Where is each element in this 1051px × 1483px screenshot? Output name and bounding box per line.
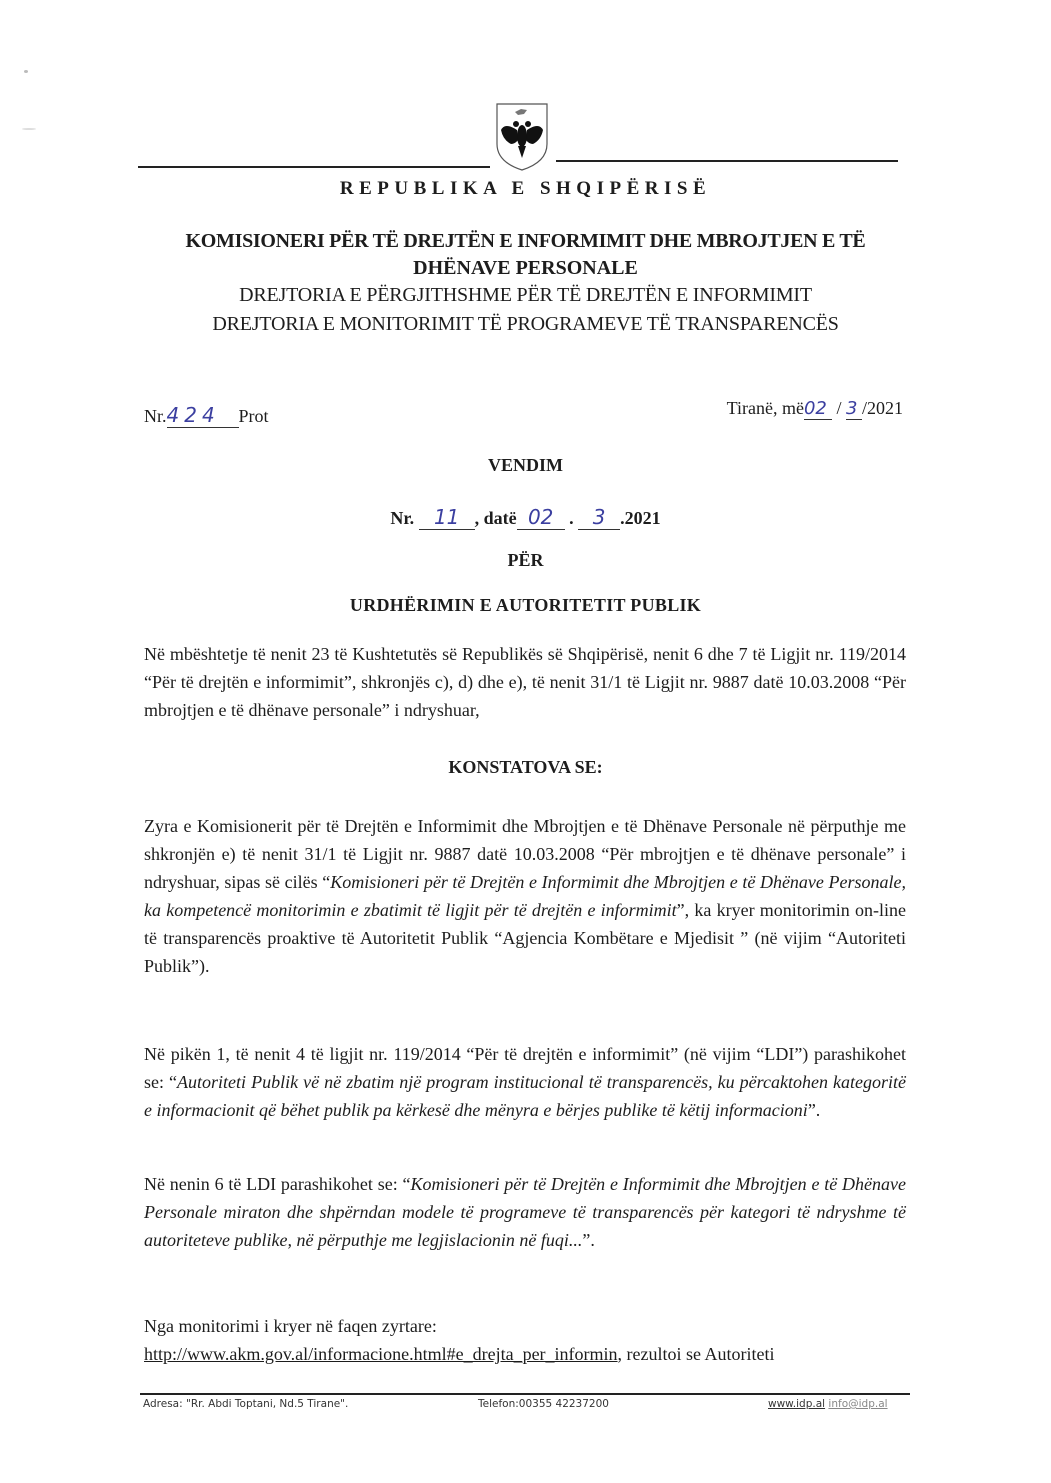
institution-name-line1: KOMISIONERI PËR TË DREJTËN E INFORMIMIT DHE MBROJTJEN E TË [185,230,866,252]
quote-italic: Autoriteti Publik vë në zbatim një program institucional të transparencës, ku përcaktohen kategoritë e informacionit që bëhet publik pa kërkesë dhe mënyra e bërjes publike të këtij informacioni [144,1072,907,1120]
text-run: Në nenin 6 të LDI parashikohet se: “ [144,1174,411,1194]
article6-paragraph [144,1170,906,1254]
protocol-day: 02 [804,398,832,420]
text-run: Nga monitorimi i kryer në faqen zyrtare: [144,1316,437,1336]
footer-website-link[interactable]: www.idp.al [768,1398,826,1410]
footer-address: Adresa: "Rr. Abdi Toptani, Nd.5 Tirane". [143,1398,349,1410]
scan-speck [24,70,28,73]
protocol-number [144,403,269,428]
directorate: DREJTORIA E MONITORIMIT TË PROGRAMEVE TË TRANSPARENCËS [212,313,839,335]
decision-nr-label: Nr. [390,508,415,528]
header-rule-right [556,160,898,162]
quote-italic: Komisioneri për të Drejtën e Informimit dhe Mbrojtjen e të Dhënave Personale, ka kompetencë monitorimin e zbatimit të ligjit për të drejtën e informimit [144,872,907,920]
text-run: Në pikën 1, të nenit 4 të ligjit nr. 119/2014 “Për të drejtën e informimit” (në vijim “LDI”) parashikohet se: “ [144,1044,906,1092]
text-run: ”. [807,1100,821,1120]
monitoring-result-paragraph [144,1312,906,1368]
protocol-year: /2021 [861,398,903,418]
footer-phone: Telefon:00355 42237200 [478,1398,609,1410]
scan-speck [22,128,36,130]
protocol-prot-label: Prot [238,406,269,426]
albania-coat-of-arms-icon [493,100,551,172]
footer-contact [768,1398,888,1410]
country-name: REPUBLIKA E SHQIPËRISË [339,178,712,199]
decision-nr-value: 11 [419,505,475,530]
text-run: , rezultoi se Autoriteti [617,1344,775,1364]
protocol-date: Tiranë, më02 / 3 /2021 [726,398,903,419]
article4-paragraph [144,1040,906,1124]
protocol-month: 3 [846,398,862,420]
decision-year: .2021 [620,508,661,528]
institution-name-line2: DHËNAVE PERSONALE [413,257,638,279]
footer-rule [140,1393,910,1395]
footer-email-link[interactable]: info@idp.al [828,1398,888,1410]
text-run: ”. [582,1230,595,1250]
decision-date-label: , datë [474,508,517,528]
text-run: ”, ka kryer monitorimin on-line të transparencës proaktive të Autoritetit Publik “Agjencia Kombëtare e Mjedisit ” (në vijim “Autoriteti Publik”). [144,900,906,976]
decision-title: VENDIM [488,455,563,475]
decision-subject: URDHËRIMIN E AUTORITETIT PUBLIK [349,595,702,615]
decision-number-date: Nr. 11 , datë 02 . 3 .2021 [390,505,661,529]
findings-heading: KONSTATOVA SE: [448,757,603,777]
text-run: Zyra e Komisionerit për të Drejtën e Informimit dhe Mbrojtjen e të Dhënave Personale në përputhje me shkronjën e) të nenit 31/1 të Ligjit nr. 9887 datë 10.03.2008 “Për mbrojtjen e të dhënave personale” i ndryshuar, sipas së cilës “ [144,816,906,892]
decision-day: 02 [517,505,565,530]
place-label: Tiranë, më [726,398,804,418]
directorate-general: DREJTORIA E PËRGJITHSHME PËR TË DREJTËN E INFORMIMIT [239,284,812,306]
header-rule-left [138,166,490,168]
protocol-nr-label: Nr. [144,406,167,426]
decision-for: PËR [507,550,544,570]
decision-month: 3 [578,505,620,530]
protocol-nr-value: 424 [167,403,239,428]
quote-italic: Komisioneri për të Drejtën e Informimit dhe Mbrojtjen e të Dhënave Personale miraton dhe shpërndan modele të programeve të transparencës për kategori të ndryshme të autoriteteve publike, në përputhje me legjislacionin në fuqi... [144,1174,906,1250]
official-website-link[interactable]: http://www.akm.gov.al/informacione.html#e_drejta_per_informin [144,1344,618,1364]
legal-basis-paragraph: Në mbështetje të nenit 23 të Kushtetutës së Republikës së Shqipërisë, nenit 6 dhe 7 të Ligjit nr. 119/2014 “Për të drejtën e informimit”, shkronjës c), d) dhe e), të nenit 31/1 të Ligjit nr. 9887 datë 10.03.2008 “Për mbrojtjen e të dhënave personale” i ndryshuar, [144,644,906,720]
monitoring-paragraph [144,812,906,980]
